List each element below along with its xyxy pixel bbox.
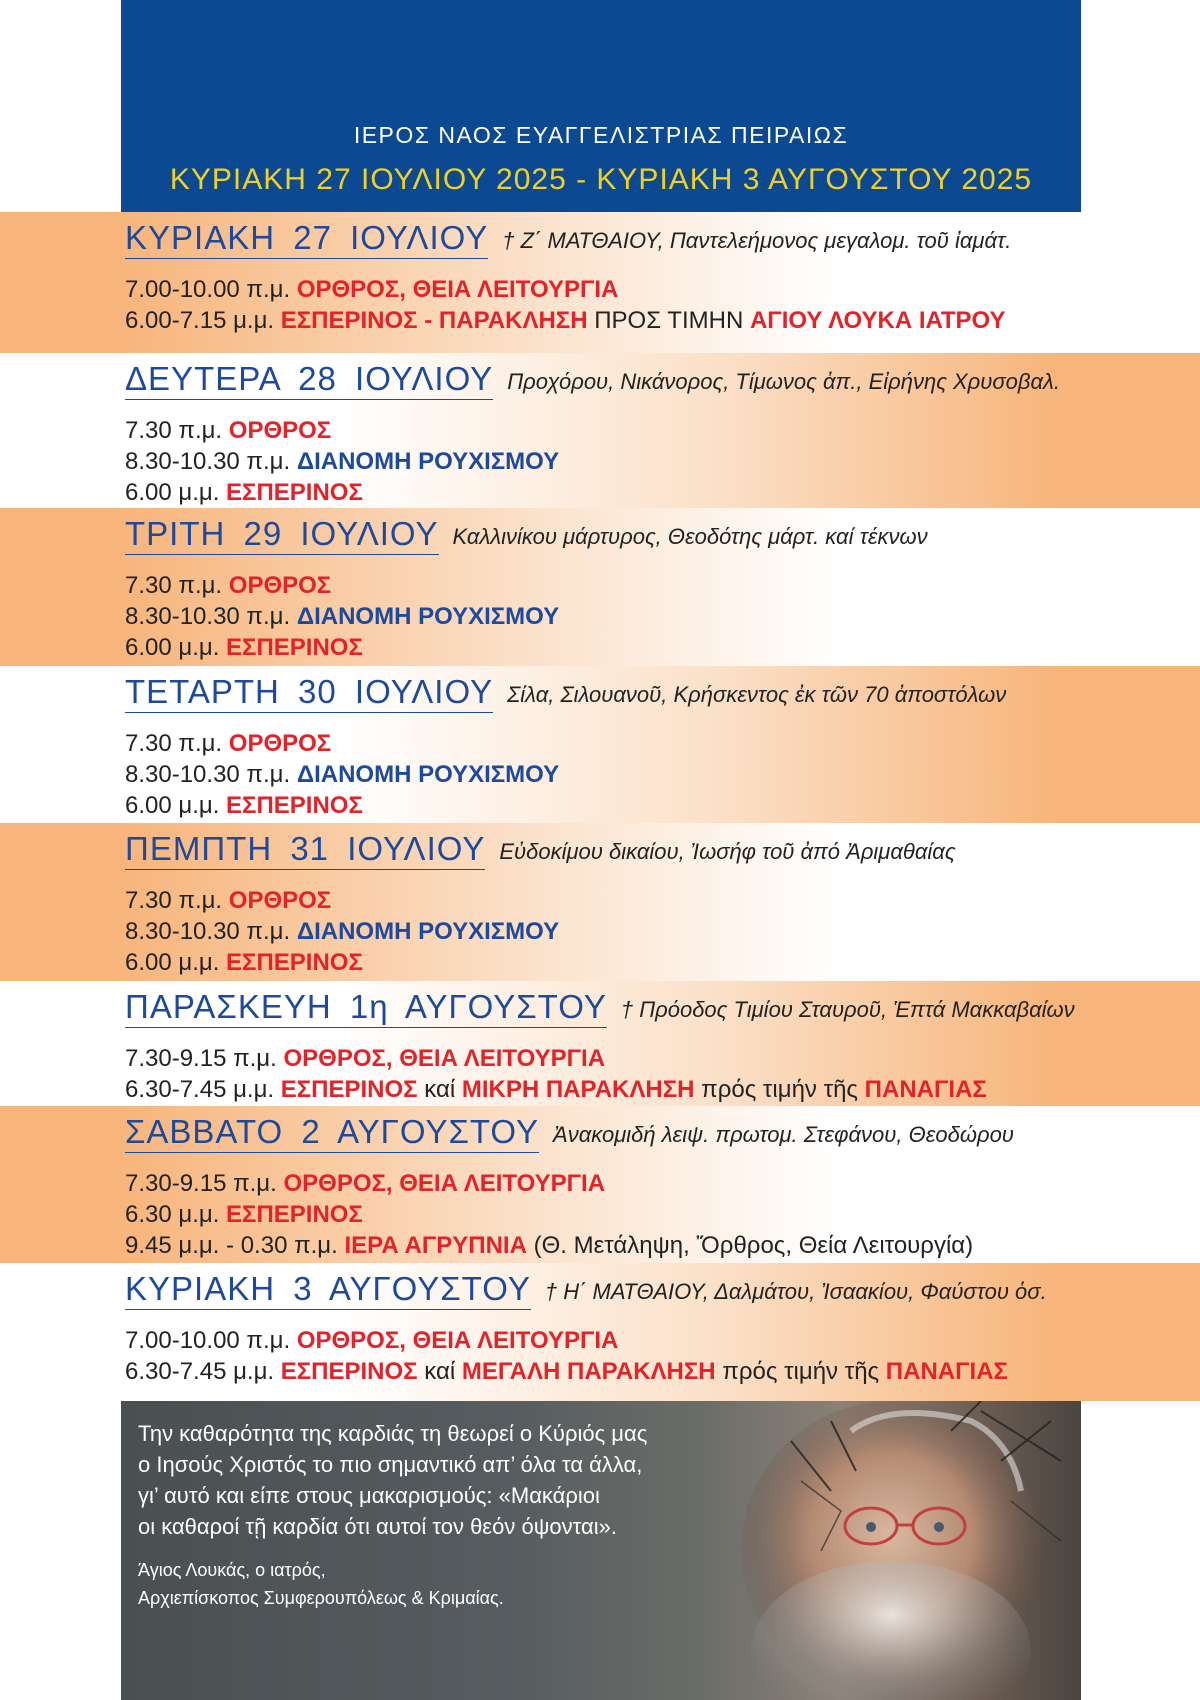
service-line bbox=[125, 1199, 1190, 1230]
quote-line: Την καθαρότητα της καρδιάς τη θεωρεί ο Κύριός μας bbox=[138, 1421, 648, 1446]
service-line bbox=[125, 632, 1190, 663]
day-heading bbox=[125, 989, 1180, 1028]
service-time-text: 8.30-10.30 π.μ. bbox=[125, 448, 297, 475]
service-line bbox=[125, 790, 1190, 821]
day-title: ΔΕΥΤΕΡΑ 28 ΙΟΥΛΙΟΥ bbox=[125, 361, 493, 400]
service-name: ΑΓΙΟΥ ΛΟΥΚΑ ΙΑΤΡΟΥ bbox=[749, 307, 1006, 334]
day-title: ΠΕΜΠΤΗ 31 ΙΟΥΛΙΟΥ bbox=[125, 831, 485, 870]
service-line bbox=[125, 916, 1190, 947]
feast-description: † Η΄ ΜΑΤΘΑΙΟΥ, Δαλμάτου, Ἰσαακίου, Φαύστου ὁσ. bbox=[544, 1279, 1047, 1304]
service-name: ΠΑΝΑΓΙΑΣ bbox=[885, 1358, 1008, 1385]
day-block bbox=[0, 666, 1200, 823]
day-heading bbox=[125, 361, 1180, 400]
quote-line: ο Ιησούς Χριστός το πιο σημαντικό απ’ όλα τα άλλα, bbox=[138, 1452, 643, 1477]
day-heading bbox=[125, 1271, 1180, 1310]
service-list bbox=[125, 728, 1190, 821]
quote-panel bbox=[121, 1401, 1081, 1700]
service-time-text: 6.00 μ.μ. bbox=[125, 634, 227, 661]
service-line bbox=[125, 570, 1190, 601]
service-time-text: 9.45 μ.μ. - 0.30 π.μ. bbox=[125, 1232, 345, 1259]
day-block bbox=[0, 1106, 1200, 1263]
service-time-text: 7.00-10.00 π.μ. bbox=[125, 276, 297, 303]
day-block bbox=[0, 823, 1200, 981]
service-line bbox=[125, 305, 1190, 336]
service-name: ΔΙΑΝΟΜΗ ΡΟΥΧΙΣΜΟΥ bbox=[296, 603, 560, 630]
quote-author bbox=[138, 1556, 504, 1612]
day-title: ΠΑΡΑΣΚΕΥΗ 1η ΑΥΓΟΥΣΤΟΥ bbox=[125, 989, 607, 1028]
feast-description: Σίλα, Σιλουανοῦ, Κρήσκεντος ἐκ τῶν 70 ἀποστόλων bbox=[507, 682, 1007, 707]
service-list bbox=[125, 1325, 1190, 1387]
author-line: Άγιος Λουκάς, ο ιατρός, bbox=[138, 1560, 326, 1580]
day-heading bbox=[125, 220, 1180, 259]
service-line bbox=[125, 1230, 1190, 1261]
service-time-text: 8.30-10.30 π.μ. bbox=[125, 603, 297, 630]
service-time-text: 6.00 μ.μ. bbox=[125, 479, 227, 506]
feast-description: † Ζ΄ ΜΑΤΘΑΙΟΥ, Παντελεήμονος μεγαλομ. τοῦ ἰαμάτ. bbox=[502, 228, 1012, 253]
service-time-text: 8.30-10.30 π.μ. bbox=[125, 918, 297, 945]
feast-description: Προχόρου, Νικάνορος, Τίμωνος ἀπ., Εἰρήνης Χρυσοβαλ. bbox=[507, 369, 1060, 394]
feast-description: Εὐδοκίμου δικαίου, Ἰωσήφ τοῦ ἀπό Ἀριμαθαίας bbox=[499, 839, 956, 864]
service-list bbox=[125, 274, 1190, 336]
service-name: ΕΣΠΕΡΙΝΟΣ bbox=[226, 792, 363, 819]
service-line bbox=[125, 885, 1190, 916]
saint-portrait-image bbox=[681, 1401, 1081, 1700]
service-time-text: 8.30-10.30 π.μ. bbox=[125, 761, 297, 788]
service-time-text: 6.00 μ.μ. bbox=[125, 949, 227, 976]
service-name: ΕΣΠΕΡΙΝΟΣ bbox=[226, 949, 363, 976]
service-line bbox=[125, 274, 1190, 305]
service-time-text: πρός τιμήν τῆς bbox=[715, 1358, 886, 1385]
service-name: ΙΕΡΑ ΑΓΡΥΠΝΙΑ bbox=[344, 1232, 527, 1259]
service-name: ΜΙΚΡΗ ΠΑΡΑΚΛΗΣΗ bbox=[461, 1076, 695, 1103]
church-name: ΙΕΡΟΣ ΝΑΟΣ ΕΥΑΓΓΕΛΙΣΤΡΙΑΣ ΠΕΙΡΑΙΩΣ bbox=[353, 122, 849, 148]
service-line bbox=[125, 947, 1190, 978]
service-name: ΠΑΝΑΓΙΑΣ bbox=[864, 1076, 987, 1103]
service-name: ΟΡΘΡΟΣ bbox=[228, 887, 332, 914]
day-heading bbox=[125, 516, 1180, 555]
service-line bbox=[125, 1074, 1190, 1105]
service-name: ΟΡΘΡΟΣ, ΘΕΙΑ ΛΕΙΤΟΥΡΓΙΑ bbox=[296, 276, 619, 303]
service-name: ΕΣΠΕΡΙΝΟΣ bbox=[280, 1358, 418, 1385]
service-name: ΟΡΘΡΟΣ, ΘΕΙΑ ΛΕΙΤΟΥΡΓΙΑ bbox=[283, 1170, 606, 1197]
service-time-text: καί bbox=[417, 1076, 462, 1103]
service-list bbox=[125, 885, 1190, 978]
day-heading bbox=[125, 674, 1180, 713]
service-time-text: 6.30 μ.μ. bbox=[125, 1201, 227, 1228]
service-list bbox=[125, 570, 1190, 663]
service-name: ΔΙΑΝΟΜΗ ΡΟΥΧΙΣΜΟΥ bbox=[296, 761, 560, 788]
day-block bbox=[0, 508, 1200, 666]
service-name: ΟΡΘΡΟΣ, ΘΕΙΑ ΛΕΙΤΟΥΡΓΙΑ bbox=[283, 1045, 606, 1072]
author-line: Αρχιεπίσκοπος Συμφερουπόλεως & Κριμαίας. bbox=[138, 1588, 504, 1608]
schedule-period: ΚΥΡΙΑΚΗ 27 ΙΟΥΛΙΟΥ 2025 - ΚΥΡΙΑΚΗ 3 ΑΥΓΟΥΣΤΟΥ 2025 bbox=[169, 163, 1033, 196]
service-name: ΟΡΘΡΟΣ bbox=[228, 572, 332, 599]
service-line bbox=[125, 1356, 1190, 1387]
quote-text bbox=[138, 1418, 647, 1542]
service-list bbox=[125, 1043, 1190, 1105]
service-time-text: 7.30-9.15 π.μ. bbox=[125, 1045, 284, 1072]
service-time-text: 6.00 μ.μ. bbox=[125, 792, 227, 819]
service-line bbox=[125, 759, 1190, 790]
service-line bbox=[125, 415, 1190, 446]
service-name: ΟΡΘΡΟΣ bbox=[228, 417, 332, 444]
service-line bbox=[125, 728, 1190, 759]
feast-description: Καλλινίκου μάρτυρος, Θεοδότης μάρτ. καί τέκνων bbox=[452, 524, 928, 549]
service-time-text: ΠΡΟΣ ΤΙΜΗΝ bbox=[587, 307, 750, 334]
service-time-text: 6.00-7.15 μ.μ. bbox=[125, 307, 281, 334]
service-list bbox=[125, 1168, 1190, 1261]
service-name: ΕΣΠΕΡΙΝΟΣ bbox=[226, 1201, 363, 1228]
day-heading bbox=[125, 831, 1180, 870]
feast-description: Ἀνακομιδή λειψ. πρωτομ. Στεφάνου, Θεοδώρου bbox=[553, 1122, 1014, 1147]
service-time-text: 6.30-7.45 μ.μ. bbox=[125, 1076, 281, 1103]
service-name: ΕΣΠΕΡΙΝΟΣ - ΠΑΡΑΚΛΗΣΗ bbox=[280, 307, 588, 334]
service-name: ΟΡΘΡΟΣ, ΘΕΙΑ ΛΕΙΤΟΥΡΓΙΑ bbox=[296, 1327, 619, 1354]
day-heading bbox=[125, 1114, 1180, 1153]
quote-line: οι καθαροί τῇ καρδία ότι αυτοί τον θεόν όψονται». bbox=[138, 1514, 617, 1539]
day-block bbox=[0, 212, 1200, 353]
service-name: ΔΙΑΝΟΜΗ ΡΟΥΧΙΣΜΟΥ bbox=[296, 448, 560, 475]
day-title: ΤΡΙΤΗ 29 ΙΟΥΛΙΟΥ bbox=[125, 516, 439, 555]
service-name: ΕΣΠΕΡΙΝΟΣ bbox=[226, 634, 363, 661]
quote-line: γι’ αυτό και είπε στους μακαρισμούς: «Μακάριοι bbox=[138, 1483, 600, 1508]
day-title: ΤΕΤΑΡΤΗ 30 ΙΟΥΛΙΟΥ bbox=[125, 674, 493, 713]
service-time-text: 7.30 π.μ. bbox=[125, 417, 229, 444]
day-block bbox=[0, 1263, 1200, 1401]
service-time-text: 7.30 π.μ. bbox=[125, 887, 229, 914]
service-list bbox=[125, 415, 1190, 508]
service-line bbox=[125, 601, 1190, 632]
service-time-text: 7.00-10.00 π.μ. bbox=[125, 1327, 297, 1354]
service-time-text: καί bbox=[417, 1358, 462, 1385]
day-title: ΣΑΒΒΑΤΟ 2 ΑΥΓΟΥΣΤΟΥ bbox=[125, 1114, 539, 1153]
service-name: ΟΡΘΡΟΣ bbox=[228, 730, 332, 757]
header-banner bbox=[121, 0, 1081, 212]
day-block bbox=[0, 981, 1200, 1106]
service-name: ΔΙΑΝΟΜΗ ΡΟΥΧΙΣΜΟΥ bbox=[296, 918, 560, 945]
feast-description: † Πρόοδος Τιμίου Σταυροῦ, Ἑπτά Μακκαβαίων bbox=[620, 997, 1075, 1022]
day-title: ΚΥΡΙΑΚΗ 3 ΑΥΓΟΥΣΤΟΥ bbox=[125, 1271, 531, 1310]
service-time-text: πρός τιμήν τῆς bbox=[694, 1076, 865, 1103]
service-line bbox=[125, 1043, 1190, 1074]
service-name: ΜΕΓΑΛΗ ΠΑΡΑΚΛΗΣΗ bbox=[461, 1358, 716, 1385]
service-line bbox=[125, 1168, 1190, 1199]
service-time-text: 6.30-7.45 μ.μ. bbox=[125, 1358, 281, 1385]
service-time-text: (Θ. Μετάληψη, Ὄρθρος, Θεία Λειτουργία) bbox=[526, 1232, 974, 1259]
day-block bbox=[0, 353, 1200, 508]
service-line bbox=[125, 1325, 1190, 1356]
service-name: ΕΣΠΕΡΙΝΟΣ bbox=[280, 1076, 418, 1103]
service-time-text: 7.30-9.15 π.μ. bbox=[125, 1170, 284, 1197]
service-line bbox=[125, 477, 1190, 508]
service-time-text: 7.30 π.μ. bbox=[125, 572, 229, 599]
day-title: ΚΥΡΙΑΚΗ 27 ΙΟΥΛΙΟΥ bbox=[125, 220, 488, 259]
service-time-text: 7.30 π.μ. bbox=[125, 730, 229, 757]
service-name: ΕΣΠΕΡΙΝΟΣ bbox=[226, 479, 363, 506]
service-line bbox=[125, 446, 1190, 477]
